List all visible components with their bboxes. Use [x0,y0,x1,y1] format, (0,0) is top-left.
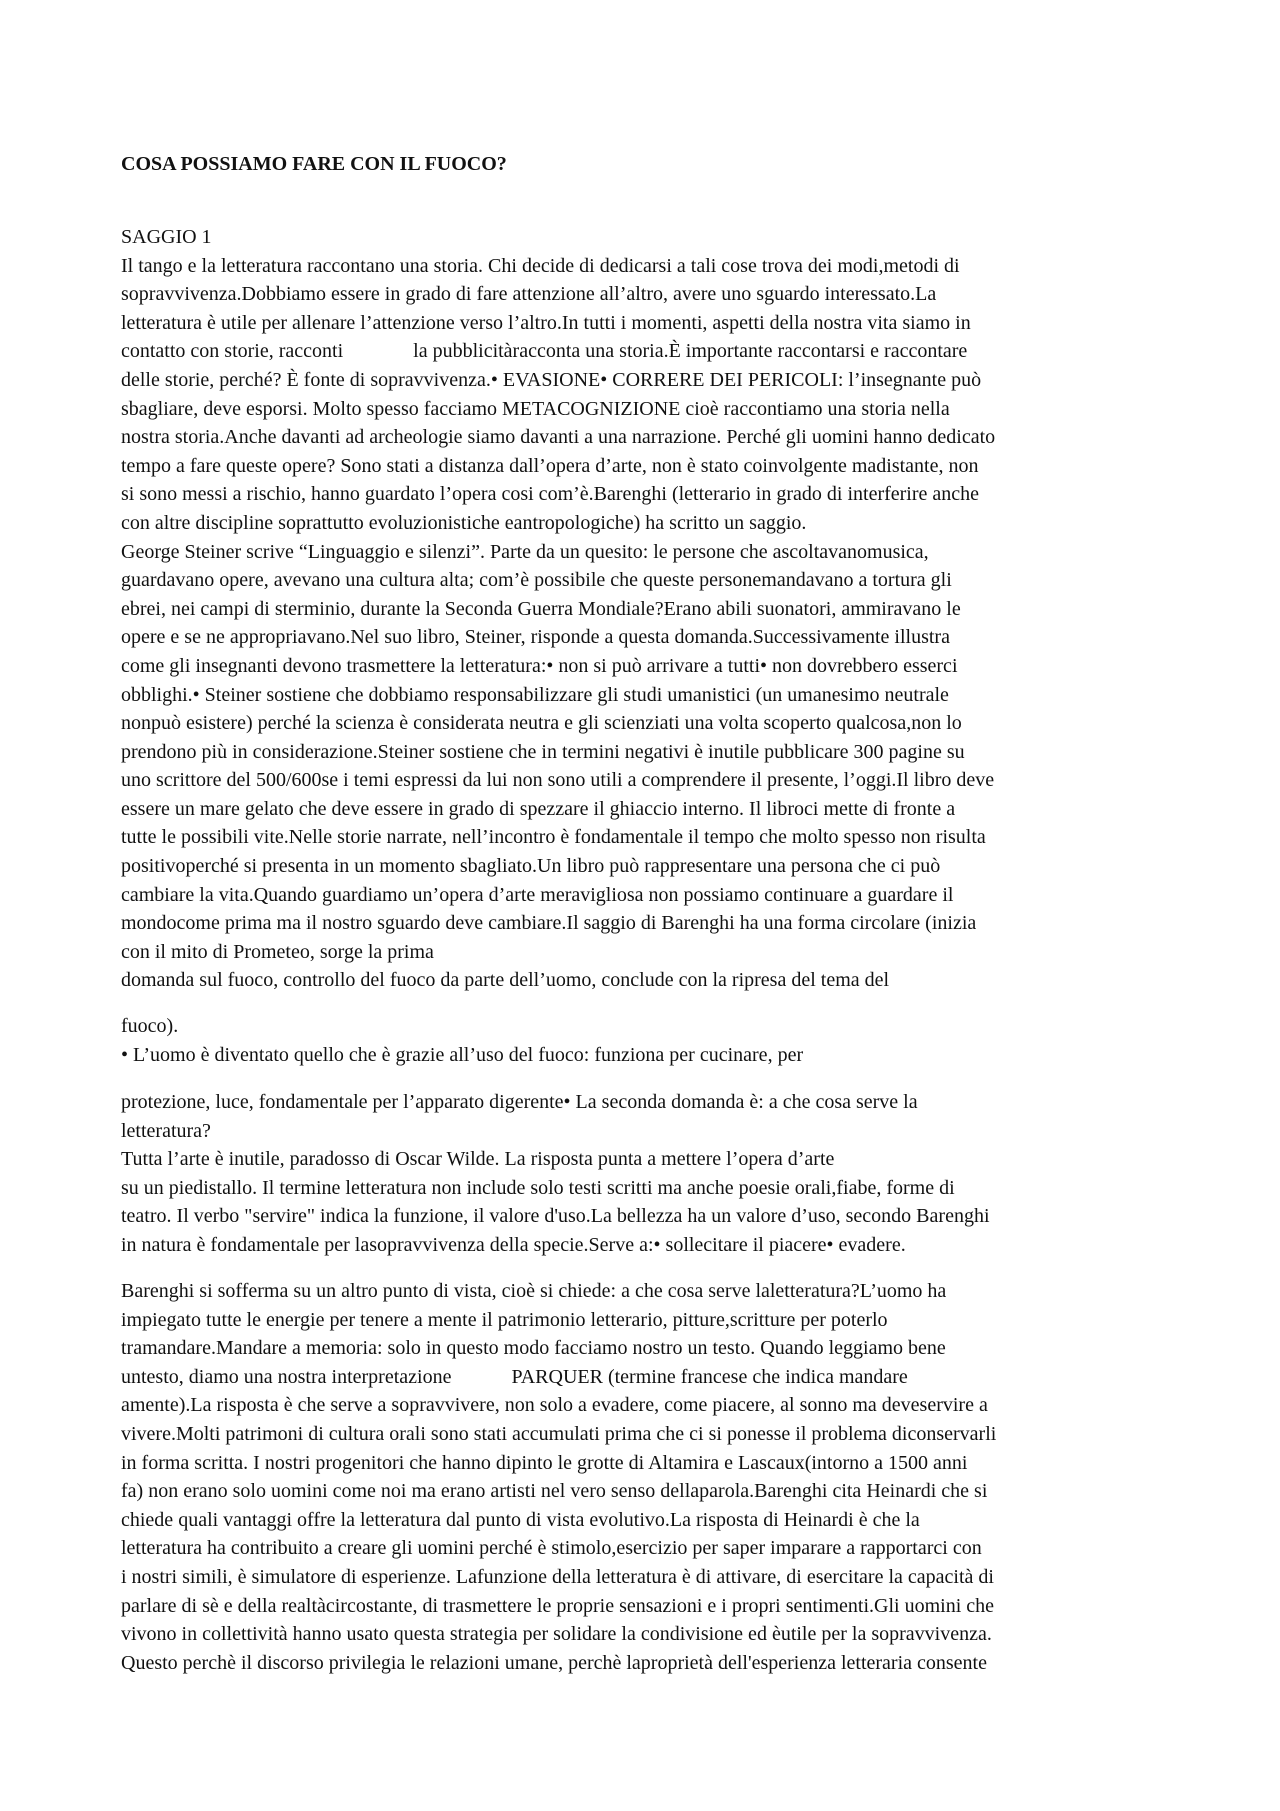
text-line: tempo a fare queste opere? Sono stati a distanza dall’opera d’arte, non è stato coinvolgente madistante, non [121,454,979,477]
text-line: amente).La risposta è che serve a sopravvivere, non solo a evadere, come piacere, al sonno ma deveservire a [121,1394,988,1417]
text-line: essere un mare gelato che deve essere in grado di spezzare il ghiaccio interno. Il libroci mette di fronte a [121,797,956,820]
text-line-tail: la pubblicitàracconta una storia.È importante raccontarsi e raccontare [413,340,968,363]
text-line: Questo perchè il discorso privilegia le relazioni umane, perchè laproprietà dell'esperienza letteraria consente [121,1651,987,1674]
text-line-head: contatto con storie, racconti [121,340,344,363]
text-line: cambiare la vita.Quando guardiamo un’opera d’arte meravigliosa non possiamo continuare a guardare il [121,883,954,906]
paragraph-block-1 [121,223,1181,995]
text-line: in forma scritta. I nostri progenitori che hanno dipinto le grotte di Altamira e Lascaux(intorno a 1500 anni [121,1451,968,1474]
paragraph-block-4 [121,1277,1181,1677]
paragraph-block-2 [121,1012,1181,1069]
text-line: delle storie, perché? È fonte di sopravvivenza.• EVASIONE• CORRERE DEI PERICOLI: l’insegnante può [121,368,982,391]
text-line: uno scrittore del 500/600se i temi espressi da lui non sono utili a comprendere il presente, l’oggi.Il libro deve [121,769,995,792]
text-line: i nostri simili, è simulatore di esperienze. Lafunzione della letteratura è di attivare, di esercitare la capacità di [121,1565,994,1588]
text-line: mondocome prima ma il nostro sguardo deve cambiare.Il saggio di Barenghi ha una forma circolare (inizia [121,912,977,935]
text-line: opere e se ne appropriavano.Nel suo libro, Steiner, risponde a questa domanda.Successivamente illustra [121,626,950,649]
text-line: letteratura è utile per allenare l’attenzione verso l’altro.In tutti i momenti, aspetti della nostra vita siamo in [121,311,971,334]
text-line: fa) non erano solo uomini come noi ma erano artisti nel vero senso dellaparola.Barenghi cita Heinardi che si [121,1480,988,1503]
text-line: domanda sul fuoco, controllo del fuoco da parte dell’uomo, conclude con la ripresa del tema del [121,969,890,992]
text-line: fuoco). [121,1015,179,1037]
section-heading: SAGGIO 1 [121,226,212,248]
text-line-head: untesto, diamo una nostra interpretazione [121,1365,452,1388]
text-line: si sono messi a rischio, hanno guardato l’opera cosi com’è.Barenghi (letterario in grado di interferire anche [121,483,980,506]
text-line: protezione, luce, fondamentale per l’apparato digerente• La seconda domanda è: a che cosa serve la [121,1091,918,1113]
text-line: vivere.Molti patrimoni di cultura orali sono stati accumulati prima che ci si ponesse il problema diconservarli [121,1422,997,1445]
text-line: Il tango e la letteratura raccontano una storia. Chi decide di dedicarsi a tali cose trova dei modi,metodi di [121,254,960,277]
text-line-tail: PARQUER (termine francese che indica mandare [511,1365,908,1388]
text-line: Tutta l’arte è inutile, paradosso di Oscar Wilde. La risposta punta a mettere l’opera d’arte [121,1148,835,1171]
text-line: ebrei, nei campi di sterminio, durante la Seconda Guerra Mondiale?Erano abili suonatori, ammiravano le [121,597,961,620]
text-line: teatro. Il verbo "servire" indica la funzione, il valore d'uso.La bellezza ha un valore d’uso, secondo Barenghi [121,1205,990,1228]
text-line: sbagliare, deve esporsi. Molto spesso facciamo METACOGNIZIONE cioè raccontiamo una storia nella [121,397,950,420]
text-line: sopravvivenza.Dobbiamo essere in grado di fare attenzione all’altro, avere uno sguardo interessato.La [121,283,937,306]
text-line: parlare di sè e della realtàcircostante, di trasmettere le proprie sensazioni e i propri sentimenti.Gli uomini che [121,1594,994,1617]
text-line: nostra storia.Anche davanti ad archeologie siamo davanti a una narrazione. Perché gli uomini hanno dedicato [121,426,996,449]
text-line: nonpuò esistere) perché la scienza è considerata neutra e gli scienziati una volta scoperto qualcosa,non lo [121,712,962,735]
text-line [121,337,1181,366]
text-line: chiede quali vantaggi offre la letteratura dal punto di vista evolutivo.La risposta di Heinardi è che la [121,1508,920,1531]
text-line [121,1363,1181,1392]
text-line: letteratura ha contribuito a creare gli uomini perché è stimolo,esercizio per saper imparare a rapportarci con [121,1537,982,1560]
text-line: letteratura? [121,1119,211,1142]
text-line: vivono in collettività hanno usato questa strategia per solidare la condivisione ed èutile per la sopravvivenza. [121,1623,992,1646]
text-line: su un piedistallo. Il termine letteratura non include solo testi scritti ma anche poesie orali,fiabe, forme di [121,1176,955,1199]
text-line: tramandare.Mandare a memoria: solo in questo modo facciamo nostro un testo. Quando leggiamo bene [121,1337,946,1360]
text-line: prendono più in considerazione.Steiner sostiene che in termini negativi è inutile pubblicare 300 pagine su [121,740,965,763]
text-line: obblighi.• Steiner sostiene che dobbiamo responsabilizzare gli studi umanistici (un umanesimo neutrale [121,683,949,706]
paragraph-block-3 [121,1088,1181,1260]
text-line: tutte le possibili vite.Nelle storie narrate, nell’incontro è fondamentale il tempo che molto spesso non risulta [121,826,986,849]
text-line: come gli insegnanti devono trasmettere la letteratura:• non si può arrivare a tutti• non dovrebbero esserci [121,654,958,677]
text-line: George Steiner scrive “Linguaggio e silenzi”. Parte da un quesito: le persone che ascoltavanomusica, [121,540,929,563]
page-title: COSA POSSIAMO FARE CON IL FUOCO? [121,153,507,175]
text-line: Barenghi si sofferma su un altro punto di vista, cioè si chiede: a che cosa serve laletteratura?L’uomo ha [121,1280,947,1302]
text-line: in natura è fondamentale per lasopravvivenza della specie.Serve a:• sollecitare il piacere• evadere. [121,1233,906,1256]
text-line: positivoperché si presenta in un momento sbagliato.Un libro può rappresentare una persona che ci può [121,855,941,878]
text-line: impiegato tutte le energie per tenere a mente il patrimonio letterario, pitture,scritture per poterlo [121,1308,888,1331]
text-line: con altre discipline soprattutto evoluzionistiche eantropologiche) ha scritto un saggio. [121,511,807,534]
bullet-line: • L’uomo è diventato quello che è grazie all’uso del fuoco: funziona per cucinare, per [121,1043,804,1066]
text-line: guardavano opere, avevano una cultura alta; com’è possibile che queste personemandavano a tortura gli [121,569,952,592]
text-line: con il mito di Prometeo, sorge la prima [121,940,434,963]
